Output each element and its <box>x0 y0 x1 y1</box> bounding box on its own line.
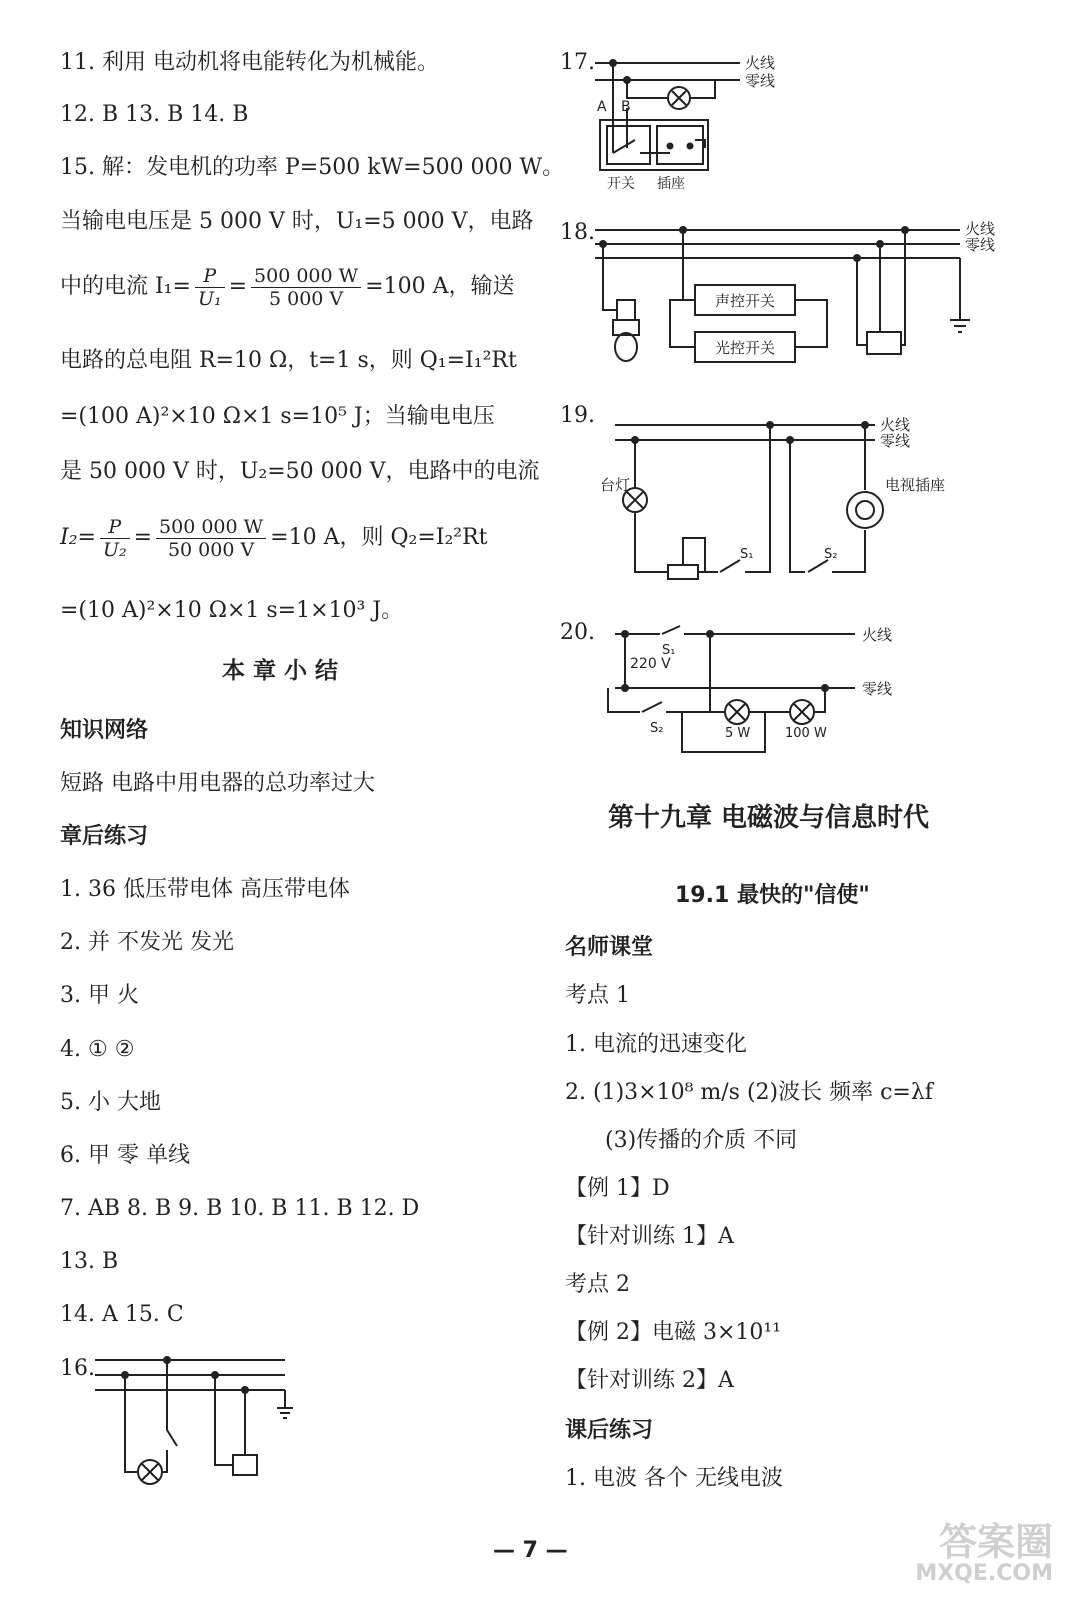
circuit-17-diagram <box>595 48 795 193</box>
training-1: 【针对训练 1】A <box>565 1224 734 1249</box>
answer-11: 11. 利用 电动机将电能转化为机械能。 <box>60 50 439 75</box>
example-1: 【例 1】D <box>565 1176 670 1201</box>
answer-15-line4: 电路的总电阻 R=10 Ω，t=1 s，则 Q₁=I₁²Rt <box>60 348 517 373</box>
label-fire-line: 火线 <box>965 220 996 238</box>
class-answer-2-3: (3)传播的介质 不同 <box>605 1128 798 1153</box>
label-fire-line: 火线 <box>880 416 911 434</box>
answer-15-line8: =(10 A)²×10 Ω×1 s=1×10³ J。 <box>60 598 404 623</box>
text-segment: 中的电流 I₁= <box>60 274 191 299</box>
label-zero-line: 零线 <box>880 432 911 450</box>
question-19-label: 19. <box>560 403 595 428</box>
fraction-denominator: 5 000 V <box>269 287 344 310</box>
practice-6: 6. 甲 零 单线 <box>60 1143 190 1168</box>
circuit-19-diagram <box>600 410 946 580</box>
answer-15-line7: I₂= $\frac{P}{\text{U₂}}$ = $\frac{500 000 W}{50 000 V}$ =10 A，则 Q₂=I₂²Rt <box>60 515 488 561</box>
circuit-18-diagram <box>595 220 1005 370</box>
label-s1: S₁ <box>662 643 676 658</box>
watermark-top: 答案圈 <box>938 1520 1053 1564</box>
answer-12-14: 12. B 13. B 14. B <box>60 102 249 127</box>
class-answer-1: 1. 电流的迅速变化 <box>565 1032 747 1057</box>
label-5w: 5 W <box>725 726 751 741</box>
circuit-16-diagram <box>95 1350 305 1490</box>
label-zero-line: 零线 <box>965 236 996 254</box>
practice-5: 5. 小 大地 <box>60 1090 161 1115</box>
key-point-1: 考点 1 <box>565 983 630 1008</box>
heading-after-class: 课后练习 <box>565 1418 654 1443</box>
label-b: B <box>621 99 631 115</box>
label-desk-lamp: 台灯 <box>600 476 631 494</box>
watermark-bottom: MXQE.COM <box>915 1561 1053 1586</box>
label-light-switch: 光控开关 <box>714 339 776 357</box>
page-number: — 7 — <box>493 1538 568 1563</box>
heading-knowledge-network: 知识网络 <box>60 718 149 743</box>
text-segment: =10 A，则 Q₂=I₂²Rt <box>270 525 488 550</box>
fraction <box>251 265 361 310</box>
label-zero-line: 零线 <box>745 72 776 90</box>
answer-15-line5: =(100 A)²×10 Ω×1 s=10⁵ J；当输电电压 <box>60 404 495 429</box>
question-16-label: 16. <box>60 1356 95 1381</box>
fraction <box>156 516 266 561</box>
fraction <box>100 516 130 561</box>
watermark-logo <box>915 1522 1053 1586</box>
class-answer-2: 2. (1)3×10⁸ m/s (2)波长 频率 c=λf <box>565 1080 933 1105</box>
heading-chapter-practice: 章后练习 <box>60 824 149 849</box>
network-text: 短路 电路中用电器的总功率过大 <box>60 771 375 796</box>
label-zero-line: 零线 <box>862 680 893 698</box>
label-fire-line: 火线 <box>745 54 776 72</box>
label-sound-switch: 声控开关 <box>714 292 776 310</box>
heading-teacher-class: 名师课堂 <box>565 935 654 960</box>
answer-15-line1: 15. 解：发电机的功率 P=500 kW=500 000 W。 <box>60 155 565 180</box>
answer-15-line3: 中的电流 I₁= $\frac{P}{\text{U₁}}$ = $\frac{500 000 W}{5 000 V}$ =100 A，输送 <box>60 264 515 310</box>
label-switch: 开关 <box>607 176 635 192</box>
label-a: A <box>597 99 607 115</box>
fraction-numerator: 500 000 W <box>251 265 361 288</box>
answer-15-line2: 当输电电压是 5 000 V 时，U₁=5 000 V，电路 <box>60 209 534 234</box>
section-title: 19.1 最快的"信使" <box>675 883 870 908</box>
question-20-label: 20. <box>560 620 595 645</box>
label-voltage: 220 V <box>630 656 671 672</box>
summary-title: 本 章 小 结 <box>222 658 339 684</box>
label-tv-socket: 电视插座 <box>885 476 946 494</box>
training-2: 【针对训练 2】A <box>565 1368 734 1393</box>
fraction <box>195 265 225 310</box>
circuit-20-diagram <box>600 622 920 762</box>
label-100w: 100 W <box>785 726 827 741</box>
practice-4: 4. ① ② <box>60 1037 135 1062</box>
fraction-denominator: U₂ <box>102 538 127 561</box>
text-segment: =100 A，输送 <box>365 274 515 299</box>
fraction-numerator: P <box>195 265 225 288</box>
label-s2: S₂ <box>650 721 664 736</box>
label-fire-line: 火线 <box>862 626 893 644</box>
key-point-2: 考点 2 <box>565 1272 630 1297</box>
fraction-numerator: 500 000 W <box>156 516 266 539</box>
practice-3: 3. 甲 火 <box>60 983 139 1008</box>
question-18-label: 18. <box>560 220 595 245</box>
practice-14-15: 14. A 15. C <box>60 1302 184 1327</box>
fraction-numerator: P <box>100 516 130 539</box>
text-segment: I₂= <box>60 525 96 550</box>
practice-2: 2. 并 不发光 发光 <box>60 930 234 955</box>
chapter-title: 第十九章 电磁波与信息时代 <box>608 803 930 833</box>
label-socket: 插座 <box>657 176 685 192</box>
practice-7-12: 7. AB 8. B 9. B 10. B 11. B 12. D <box>60 1196 420 1221</box>
label-s1: S₁ <box>740 547 754 562</box>
question-17-label: 17. <box>560 50 595 75</box>
fraction-denominator: U₁ <box>197 287 222 310</box>
label-s2: S₂ <box>824 547 838 562</box>
practice-1: 1. 36 低压带电体 高压带电体 <box>60 877 350 902</box>
example-2: 【例 2】电磁 3×10¹¹ <box>565 1320 782 1345</box>
after-class-1: 1. 电波 各个 无线电波 <box>565 1466 783 1491</box>
practice-13: 13. B <box>60 1249 119 1274</box>
fraction-denominator: 50 000 V <box>167 538 255 561</box>
answer-15-line6: 是 50 000 V 时，U₂=50 000 V，电路中的电流 <box>60 459 540 484</box>
